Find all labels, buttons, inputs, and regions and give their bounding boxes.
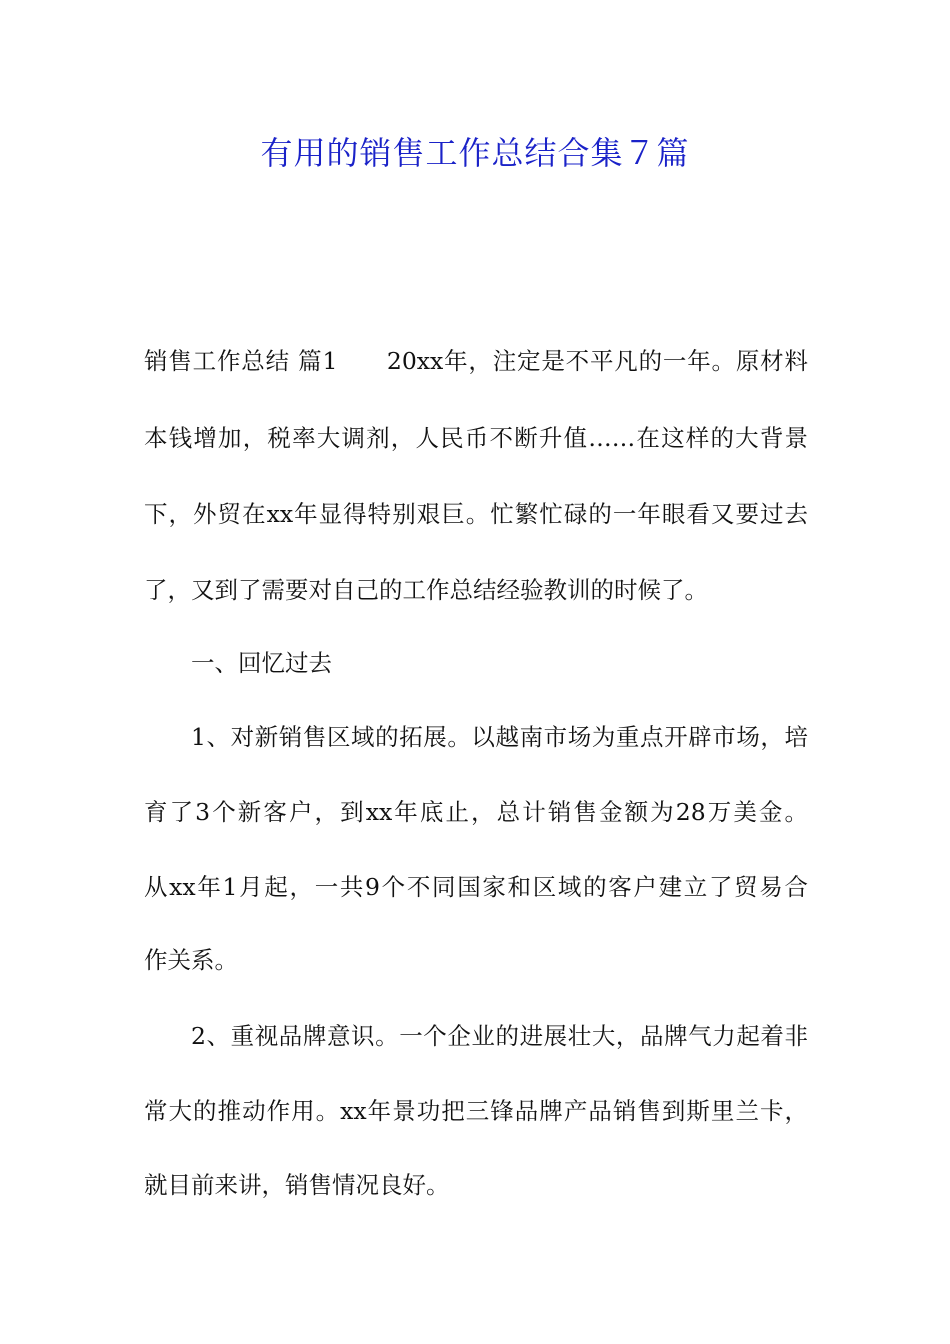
paragraph-line: 销售工作总结 篇1 20xx年，注定是不平凡的一年。原材料 (144, 347, 808, 375)
paragraph-line: 常大的推动作用。xx年景功把三锋品牌产品销售到斯里兰卡， (144, 1097, 808, 1125)
paragraph-line: 就目前来讲，销售情况良好。 (144, 1171, 450, 1199)
paragraph-line: 2、重视品牌意识。一个企业的进展壮大，品牌气力起着非 (191, 1022, 808, 1050)
paragraph-line: 下，外贸在xx年显得特别艰巨。忙繁忙碌的一年眼看又要过去 (144, 500, 808, 528)
paragraph-line: 本钱增加，税率大调剂，人民币不断升值……在这样的大背景 (144, 424, 808, 452)
paragraph-line: 作关系。 (144, 946, 238, 974)
paragraph-line: 从xx年1月起，一共9个不同国家和区域的客户建立了贸易合 (144, 873, 808, 901)
paragraph-line: 1、对新销售区域的拓展。以越南市场为重点开辟市场，培 (191, 723, 808, 751)
paragraph-line: 育了3个新客户，到xx年底止，总计销售金额为28万美金。 (144, 798, 808, 826)
document-title: 有用的销售工作总结合集７篇 (260, 134, 690, 172)
paragraph-line: 了，又到了需要对自己的工作总结经验教训的时候了。 (144, 576, 708, 604)
document-body (144, 346, 808, 1206)
section-heading: 一、回忆过去 (191, 649, 332, 677)
